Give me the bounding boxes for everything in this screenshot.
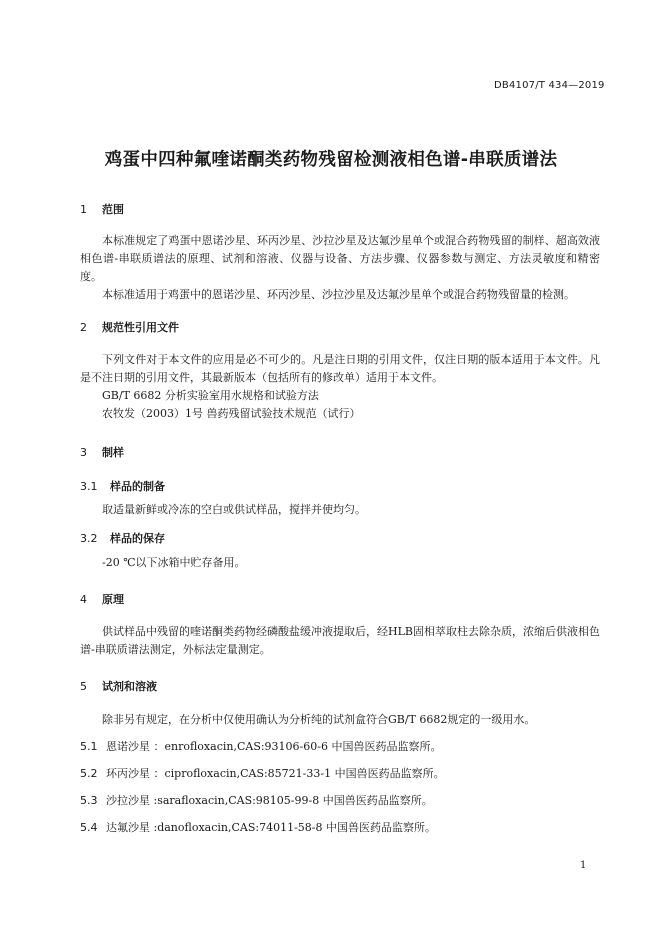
section-number: 2	[80, 321, 87, 334]
section-number: 5	[80, 680, 87, 693]
section-5-heading	[80, 678, 157, 694]
section-4-heading	[80, 591, 124, 607]
subsection-3-2-text: -20 ℃以下冰箱中贮存备用。	[102, 556, 246, 569]
subsection-3-2-heading	[80, 530, 165, 546]
item-text: 沙拉沙星 :sarafloxacin,CAS:98105-99-8 中国兽医药品监察所。	[106, 794, 433, 807]
subsection-3-1-text: 取适量新鲜或冷冻的空白或供试样品，搅拌并使均匀。	[102, 503, 366, 516]
subsection-title: 样品的制备	[110, 480, 165, 493]
section-title: 范围	[102, 203, 124, 216]
reagent-item	[80, 792, 433, 808]
section-number: 3	[80, 446, 87, 459]
section-1-heading	[80, 201, 124, 217]
section-2-paragraph-1: 下列文件对于本文件的应用是必不可少的。凡是注日期的引用文件，仅注日期的版本适用于本文件。凡是不注日期的引用文件，其最新版本（包括所有的修改单）适用于本文件。	[80, 353, 600, 384]
item-text: 恩诺沙星 ：enrofloxacin,CAS:93106-60-6 中国兽医药品监察所。	[106, 740, 442, 753]
reference-item: GB/T 6682 分析实验室用水规格和试验方法	[102, 389, 319, 402]
document-title: 鸡蛋中四种氟喹诺酮类药物残留检测液相色谱-串联质谱法	[104, 150, 558, 170]
section-1-paragraph-2: 本标准适用于鸡蛋中的恩诺沙星、环丙沙星、沙拉沙星及达氟沙星单个或混合药物残留量的检测。	[102, 288, 575, 301]
document-code: DB4107/T 434—2019	[494, 80, 605, 91]
item-number: 5.3	[80, 794, 98, 807]
page-number: 1	[580, 860, 587, 871]
reagent-item	[80, 738, 441, 754]
reagent-item	[80, 819, 436, 835]
item-number: 5.2	[80, 767, 98, 780]
subsection-number: 3.2	[80, 532, 98, 545]
item-number: 5.4	[80, 821, 98, 834]
section-2-heading	[80, 319, 179, 335]
section-5-paragraph-1: 除非另有规定，在分析中仅使用确认为分析纯的试剂盒符合GB/T 6682规定的一级用水。	[102, 713, 536, 726]
section-title: 原理	[102, 593, 124, 606]
section-title: 规范性引用文件	[102, 321, 179, 334]
item-text: 环丙沙星 ：ciprofloxacin,CAS:85721-33-1 中国兽医药品监察所。	[106, 767, 445, 780]
subsection-number: 3.1	[80, 480, 98, 493]
section-number: 4	[80, 593, 87, 606]
item-text: 达氟沙星 :danofloxacin,CAS:74011-58-8 中国兽医药品监察所。	[106, 821, 437, 834]
reference-item: 农牧发（2003）1号 兽药残留试验技术规范（试行）	[102, 407, 361, 420]
section-3-heading	[80, 444, 124, 460]
section-4-paragraph-1: 供试样品中残留的喹诺酮类药物经磷酸盐缓冲液提取后，经HLB固相萃取柱去除杂质，浓缩后供液相色谱-串联质谱法测定，外标法定量测定。	[80, 625, 600, 656]
section-title: 试剂和溶液	[102, 680, 157, 693]
section-number: 1	[80, 203, 87, 216]
reagent-item	[80, 765, 445, 781]
section-1-paragraph-1: 本标准规定了鸡蛋中恩诺沙星、环丙沙星、沙拉沙星及达氟沙星单个或混合药物残留的制样、超高效液相色谱-串联质谱法的原理、试剂和溶液、仪器与设备、方法步骤、仪器参数与测定、方法灵敏度和精密度。	[80, 234, 600, 283]
subsection-title: 样品的保存	[110, 532, 165, 545]
subsection-3-1-heading	[80, 478, 165, 494]
item-number: 5.1	[80, 740, 98, 753]
section-title: 制样	[102, 446, 124, 459]
